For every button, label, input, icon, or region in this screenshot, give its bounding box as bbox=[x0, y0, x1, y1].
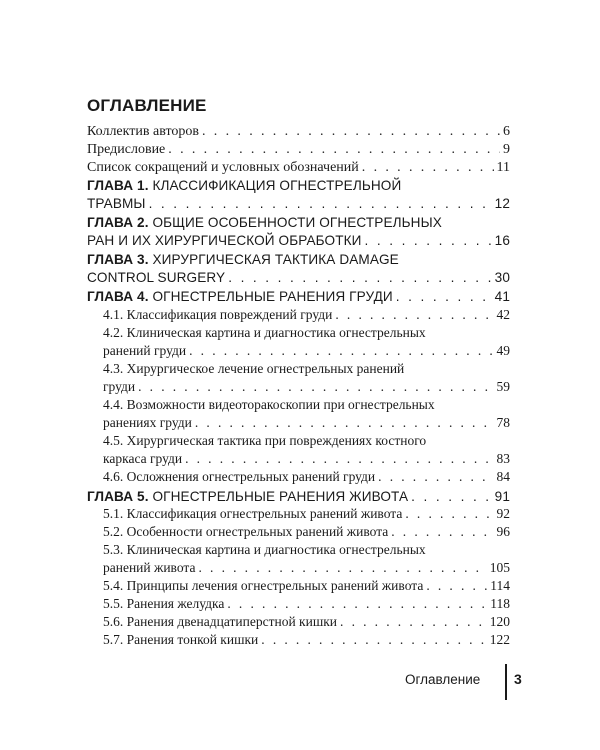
toc-entry[interactable] bbox=[87, 141, 510, 159]
toc-line bbox=[87, 288, 510, 306]
toc-title-text: 4.4. Возможности видеоторакоскопии при огнестрельных bbox=[103, 396, 435, 412]
toc-line bbox=[103, 306, 510, 324]
toc-section-entry[interactable] bbox=[87, 324, 510, 360]
chapter-number: ГЛАВА 3. bbox=[87, 252, 149, 267]
toc-title-text: 4.2. Клиническая картина и диагностика огнестрельных bbox=[103, 324, 426, 340]
toc-title-text: ранений живота bbox=[103, 560, 196, 575]
toc-title-text: 5.1. Классификация огнестрельных ранений живота bbox=[103, 506, 403, 521]
chapter-number: ГЛАВА 2. bbox=[87, 215, 149, 230]
toc-title-text: Предисловие bbox=[87, 142, 166, 157]
toc-section-entry[interactable] bbox=[87, 432, 510, 468]
toc-title-text: 5.5. Ранения желудка bbox=[103, 596, 225, 611]
toc-title-text: 4.5. Хирургическая тактика при повреждениях костного bbox=[103, 432, 427, 448]
toc-line bbox=[87, 123, 510, 141]
toc-line bbox=[103, 468, 510, 486]
toc-line bbox=[103, 541, 510, 559]
running-footer-label: Оглавление bbox=[405, 672, 481, 687]
toc-section-entry[interactable] bbox=[87, 613, 510, 631]
toc-page-number: 11 bbox=[496, 160, 510, 175]
toc-page-number: 16 bbox=[494, 232, 510, 248]
dot-leader bbox=[168, 141, 500, 159]
toc-title-text: 5.3. Клиническая картина и диагностика огнестрельных bbox=[103, 542, 426, 557]
toc-line bbox=[87, 159, 510, 177]
toc-title-text: 4.6. Осложнения огнестрельных ранений груди bbox=[103, 468, 376, 484]
dot-leader bbox=[411, 488, 492, 506]
table-of-contents bbox=[87, 123, 510, 649]
toc-page-number: 30 bbox=[494, 269, 510, 285]
toc-page-number: 49 bbox=[496, 342, 510, 358]
toc-section-entry[interactable] bbox=[87, 541, 510, 577]
dot-leader bbox=[138, 378, 493, 396]
toc-title-text: 5.7. Ранения тонкой кишки bbox=[103, 632, 259, 647]
toc-section-entry[interactable] bbox=[87, 360, 510, 396]
toc-line bbox=[103, 577, 510, 595]
toc-page-number: 6 bbox=[503, 124, 510, 139]
toc-section-entry[interactable] bbox=[87, 595, 510, 613]
dot-leader bbox=[261, 631, 486, 649]
toc-title-text: ОБЩИЕ ОСОБЕННОСТИ ОГНЕСТРЕЛЬНЫХ bbox=[152, 215, 442, 230]
toc-section-entry[interactable] bbox=[87, 631, 510, 649]
toc-line bbox=[103, 450, 510, 468]
chapter-number: ГЛАВА 5. bbox=[87, 488, 149, 504]
toc-chapter-entry[interactable] bbox=[87, 288, 510, 306]
toc-page-number: 105 bbox=[489, 560, 510, 575]
toc-chapter-entry[interactable] bbox=[87, 488, 510, 506]
toc-section-entry[interactable] bbox=[87, 306, 510, 324]
toc-title-text: ранений груди bbox=[103, 342, 187, 358]
dot-leader bbox=[228, 269, 491, 287]
toc-line bbox=[87, 232, 510, 250]
toc-page-number: 78 bbox=[496, 414, 510, 430]
toc-page-number: 122 bbox=[489, 632, 510, 647]
chapter-number: ГЛАВА 1. bbox=[87, 178, 149, 193]
toc-section-entry[interactable] bbox=[87, 468, 510, 486]
dot-leader bbox=[227, 595, 487, 613]
toc-page-number: 91 bbox=[494, 488, 510, 504]
dot-leader bbox=[202, 123, 500, 141]
toc-page-number: 92 bbox=[496, 506, 510, 521]
toc-line bbox=[87, 488, 510, 506]
toc-title-text: 5.6. Ранения двенадцатиперстной кишки bbox=[103, 614, 338, 629]
toc-title-text: ОГНЕСТРЕЛЬНЫЕ РАНЕНИЯ ГРУДИ bbox=[152, 289, 393, 304]
toc-page-number: 9 bbox=[503, 142, 510, 157]
dot-leader bbox=[365, 232, 492, 250]
toc-page-number: 96 bbox=[496, 524, 510, 539]
toc-title-text: ТРАВМЫ bbox=[87, 195, 146, 211]
toc-line bbox=[103, 523, 510, 541]
toc-page-number: 41 bbox=[494, 289, 510, 304]
toc-page-number: 59 bbox=[496, 378, 510, 394]
footer-divider bbox=[505, 664, 507, 700]
toc-section-entry[interactable] bbox=[87, 577, 510, 595]
toc-line bbox=[103, 613, 510, 631]
toc-title-text: Список сокращений и условных обозначений bbox=[87, 160, 359, 175]
dot-leader bbox=[189, 342, 493, 360]
toc-entry[interactable] bbox=[87, 123, 510, 141]
dot-leader bbox=[195, 414, 494, 432]
page-title: ОГЛАВЛЕНИЕ bbox=[87, 96, 207, 115]
page-number: 3 bbox=[514, 671, 522, 687]
toc-page-number: 84 bbox=[496, 468, 510, 484]
toc-line bbox=[87, 195, 510, 213]
dot-leader bbox=[396, 288, 492, 306]
toc-line bbox=[103, 378, 510, 396]
toc-chapter-entry[interactable] bbox=[87, 177, 510, 212]
toc-page-number: 118 bbox=[490, 596, 510, 611]
dot-leader bbox=[149, 195, 492, 213]
toc-line bbox=[103, 360, 510, 378]
toc-title-text: 4.1. Классификация повреждений груди bbox=[103, 306, 333, 322]
toc-title-text: CONTROL SURGERY bbox=[87, 269, 226, 285]
toc-line bbox=[103, 595, 510, 613]
toc-line bbox=[87, 214, 510, 232]
toc-title-text: ранениях груди bbox=[103, 414, 192, 430]
toc-title-text: 5.2. Особенности огнестрельных ранений живота bbox=[103, 524, 389, 539]
toc-title-text: 5.4. Принципы лечения огнестрельных ранений живота bbox=[103, 578, 424, 593]
toc-line bbox=[87, 269, 510, 287]
toc-chapter-entry[interactable] bbox=[87, 214, 510, 249]
dot-leader bbox=[335, 306, 493, 324]
toc-page-number: 83 bbox=[496, 450, 510, 466]
toc-page-number: 120 bbox=[489, 614, 510, 629]
toc-title-text: КЛАССИФИКАЦИЯ ОГНЕСТРЕЛЬНОЙ bbox=[152, 178, 402, 193]
toc-line bbox=[87, 141, 510, 159]
toc-title-text: 4.3. Хирургическое лечение огнестрельных ранений bbox=[103, 360, 405, 376]
dot-leader bbox=[426, 577, 487, 595]
toc-line bbox=[103, 414, 510, 432]
toc-line bbox=[103, 342, 510, 360]
toc-line bbox=[103, 324, 510, 342]
toc-line bbox=[87, 251, 510, 269]
toc-page-number: 12 bbox=[494, 195, 510, 211]
toc-title-text: РАН И ИХ ХИРУРГИЧЕСКОЙ ОБРАБОТКИ bbox=[87, 232, 362, 248]
toc-section-entry[interactable] bbox=[87, 505, 510, 523]
toc-title-text: груди bbox=[103, 378, 136, 394]
dot-leader bbox=[378, 468, 493, 486]
toc-line bbox=[103, 396, 510, 414]
toc-title-text: Коллектив авторов bbox=[87, 124, 199, 139]
toc-section-entry[interactable] bbox=[87, 396, 510, 432]
chapter-number: ГЛАВА 4. bbox=[87, 289, 149, 304]
dot-leader bbox=[198, 559, 486, 577]
toc-title-text: ХИРУРГИЧЕСКАЯ ТАКТИКА DAMAGE bbox=[152, 252, 399, 267]
toc-page-number: 42 bbox=[496, 306, 510, 322]
toc-line bbox=[103, 432, 510, 450]
toc-page-number: 114 bbox=[490, 578, 510, 593]
dot-leader bbox=[185, 450, 493, 468]
toc-title-text: ОГНЕСТРЕЛЬНЫЕ РАНЕНИЯ ЖИВОТА bbox=[152, 488, 409, 504]
toc-chapter-entry[interactable] bbox=[87, 251, 510, 286]
toc-entry[interactable] bbox=[87, 159, 510, 177]
toc-line bbox=[103, 559, 510, 577]
toc-title-text: каркаса груди bbox=[103, 450, 183, 466]
toc-line bbox=[103, 505, 510, 523]
toc-line bbox=[103, 631, 510, 649]
dot-leader bbox=[405, 505, 493, 523]
dot-leader bbox=[391, 523, 493, 541]
dot-leader bbox=[340, 613, 487, 631]
toc-section-entry[interactable] bbox=[87, 523, 510, 541]
toc-line bbox=[87, 177, 510, 195]
dot-leader bbox=[362, 159, 494, 177]
